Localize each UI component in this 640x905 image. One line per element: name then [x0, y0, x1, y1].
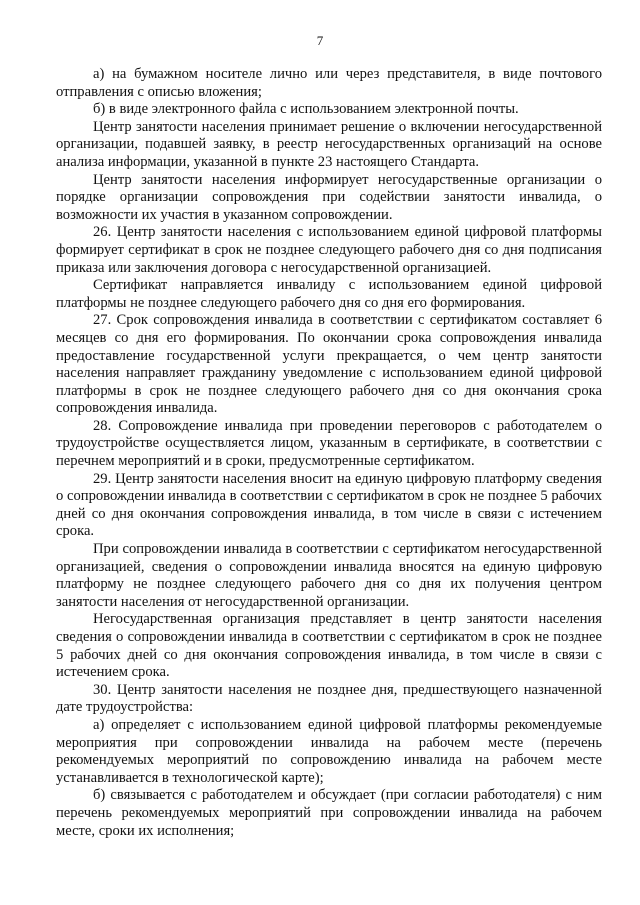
page-number: 7: [316, 33, 324, 48]
paragraph-29-platform-records: 29. Центр занятости населения вносит на единую цифровую платформу сведения о сопровождении инвалида в соответствии с сертификатом в срок не позднее 5 рабочих дней со дня окончания сопровождения инвалида, в том числе в связи с истечением срока.: [56, 470, 602, 540]
paragraph-ngo-reporting: Негосударственная организация представляет в центр занятости населения сведения о сопровождении инвалида в соответствии с сертификатом в срок не позднее 5 рабочих дней со дня окончания сопровождения инвалида, в том числе в связи с истечением срока.: [56, 611, 602, 681]
paragraph-30a-recommended-measures: а) определяет с использованием единой цифровой платформы рекомендуемые мероприятия при сопровождении инвалида на рабочем месте (перечень рекомендуемых мероприятий по сопровождению инвалида на рабочем месте устанавливается в технологической карте);: [56, 716, 602, 786]
paragraph-26-certificate-formation: 26. Центр занятости населения с использованием единой цифровой платформы формирует сертификат в срок не позднее следующего рабочего дня со дня подписания приказа или заключения договора с негосударственной организацией.: [56, 224, 602, 276]
paragraph-30-before-employment: 30. Центр занятости населения не позднее дня, предшествующего назначенной дате трудоустройства:: [56, 681, 602, 716]
document-body: [56, 66, 602, 840]
paragraph-27-support-term: 27. Срок сопровождения инвалида в соответствии с сертификатом составляет 6 месяцев со дня его формирования. По окончании срока сопровождения инвалида предоставление государственной услуги прекращается, о чем центр занятости населения направляет гражданину уведомление с использованием единой цифровой платформы в срок не позднее следующего рабочего дня со дня окончания срока сопровождения инвалида.: [56, 312, 602, 417]
paragraph-30b-employer-contact: б) связывается с работодателем и обсуждает (при согласии работодателя) с ним перечень рекомендуемых мероприятий при сопровождении инвалида на рабочем месте, сроки их исполнения;: [56, 787, 602, 839]
paragraph-certificate-delivery: Сертификат направляется инвалиду с использованием единой цифровой платформы не позднее следующего рабочего дня со дня его формирования.: [56, 277, 602, 311]
paragraph-delivery-paper: а) на бумажном носителе лично или через представителя, в виде почтового отправления с описью вложения;: [56, 66, 602, 100]
paragraph-28-negotiations-support: 28. Сопровождение инвалида при проведении переговоров с работодателем о трудоустройстве осуществляется лицом, указанным в сертификате, в соответствии с перечнем мероприятий и в сроки, предусмотренные сертификатом.: [56, 417, 602, 470]
paragraph-registry-decision: Центр занятости населения принимает решение о включении негосударственной организации, подавшей заявку, в реестр негосударственных организаций на основе анализа информации, указанной в пункте 23 настоящего Стандарта.: [56, 118, 602, 170]
paragraph-informing-organizations: Центр занятости населения информирует негосударственные организации о порядке организации сопровождения при содействии занятости инвалида, о возможности их участия в указанном сопровождении.: [56, 171, 602, 223]
paragraph-delivery-email: б) в виде электронного файла с использованием электронной почты.: [93, 101, 519, 118]
paragraph-ngo-support-records: При сопровождении инвалида в соответствии с сертификатом негосударственной организацией, сведения о сопровождении инвалида вносятся на единую цифровую платформу не позднее следующего рабочего дня со дня их получения центром занятости населения от негосударственной организации.: [56, 541, 602, 610]
